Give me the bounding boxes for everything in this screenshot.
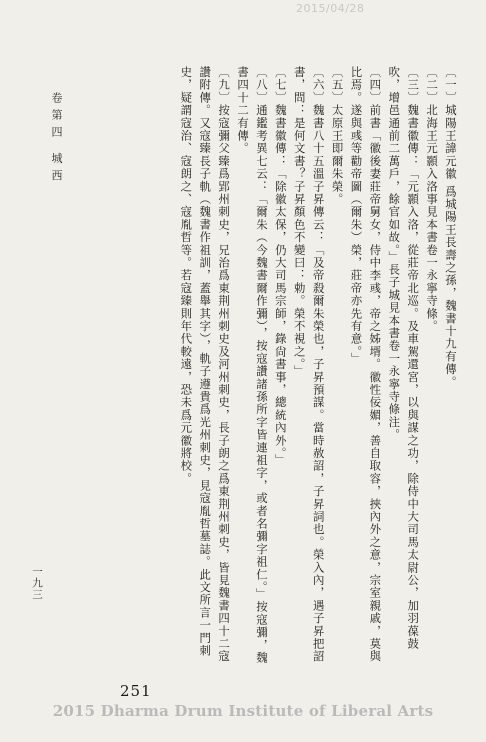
note-6: 〔六〕魏書八十五溫子昇傳云：「及帝殺爾朱榮也，子昇預謀。當時赦詔，子昇詞也。榮入內，遇子昇把詔書，問：是何文書？子昇顏色不變曰：勅。榮不視之。」 [292, 66, 326, 663]
running-head: 卷第四 城西 [50, 92, 63, 187]
note-2: 〔二〕北海王元顥入洛事見本書卷一永寧寺條。 [425, 66, 440, 333]
page-number-bottom: 251 [120, 682, 152, 700]
date-watermark: 2015/04/28 [296, 2, 365, 15]
institute-watermark: 2015 Dharma Drum Institute of Liberal Arts [52, 702, 434, 720]
note-8: 〔八〕通鑑考異七云：「爾朱（今魏書爾作彌），按寇讚諸孫所字皆連祖字，或者名彌字祖仁。」按寇彌，魏書四十二有傳。 [236, 66, 269, 665]
note-1: 〔一〕城陽王諱元徽 爲城陽王長壽之孫，魏書十九有傳。 [444, 66, 458, 389]
note-9: 〔九〕按寇彌父臻爲郢州刺史，兄治爲東荆州刺史及河州刺史，長子朗之爲東荆州刺史，皆見魏書四十二寇讚附傳。又寇臻長子軌（魏書作祖訓，蓋舉其字），軌子遵貴爲光州刺史，見寇胤哲墓誌。此文所言一門刺史，疑謂寇治、寇朗之、寇胤哲等。若寇臻則年代較遠，恐未爲元徽將校。 [179, 66, 232, 663]
note-3: 〔三〕魏書徽傳：「元顥入洛，從莊帝北巡。及車駕還宮，以與謀之功，除侍中大司馬太尉公，加羽葆鼓吹，增邑通前二萬戶，餘官如故。」長子城見本書卷一永寧寺條注。 [387, 66, 421, 651]
note-5: 〔五〕太原王即爾朱榮。 [330, 66, 345, 206]
note-7: 〔七〕魏書徽傳：「除徽太保，仍大司馬宗師，錄尙書事，總統內外。」 [273, 66, 288, 467]
annotation-notes [176, 66, 460, 666]
page-number-vertical: 一九三 [31, 566, 43, 601]
note-4: 〔四〕前書「徽後妻莊帝舅女，侍中李彧，帝之姊壻。徽性佞媚，善自取容，挾內外之意，宗室親戚，莫與比焉。遂與彧等勸帝圖（爾朱）榮，莊帝亦先有意。」 [349, 66, 383, 663]
